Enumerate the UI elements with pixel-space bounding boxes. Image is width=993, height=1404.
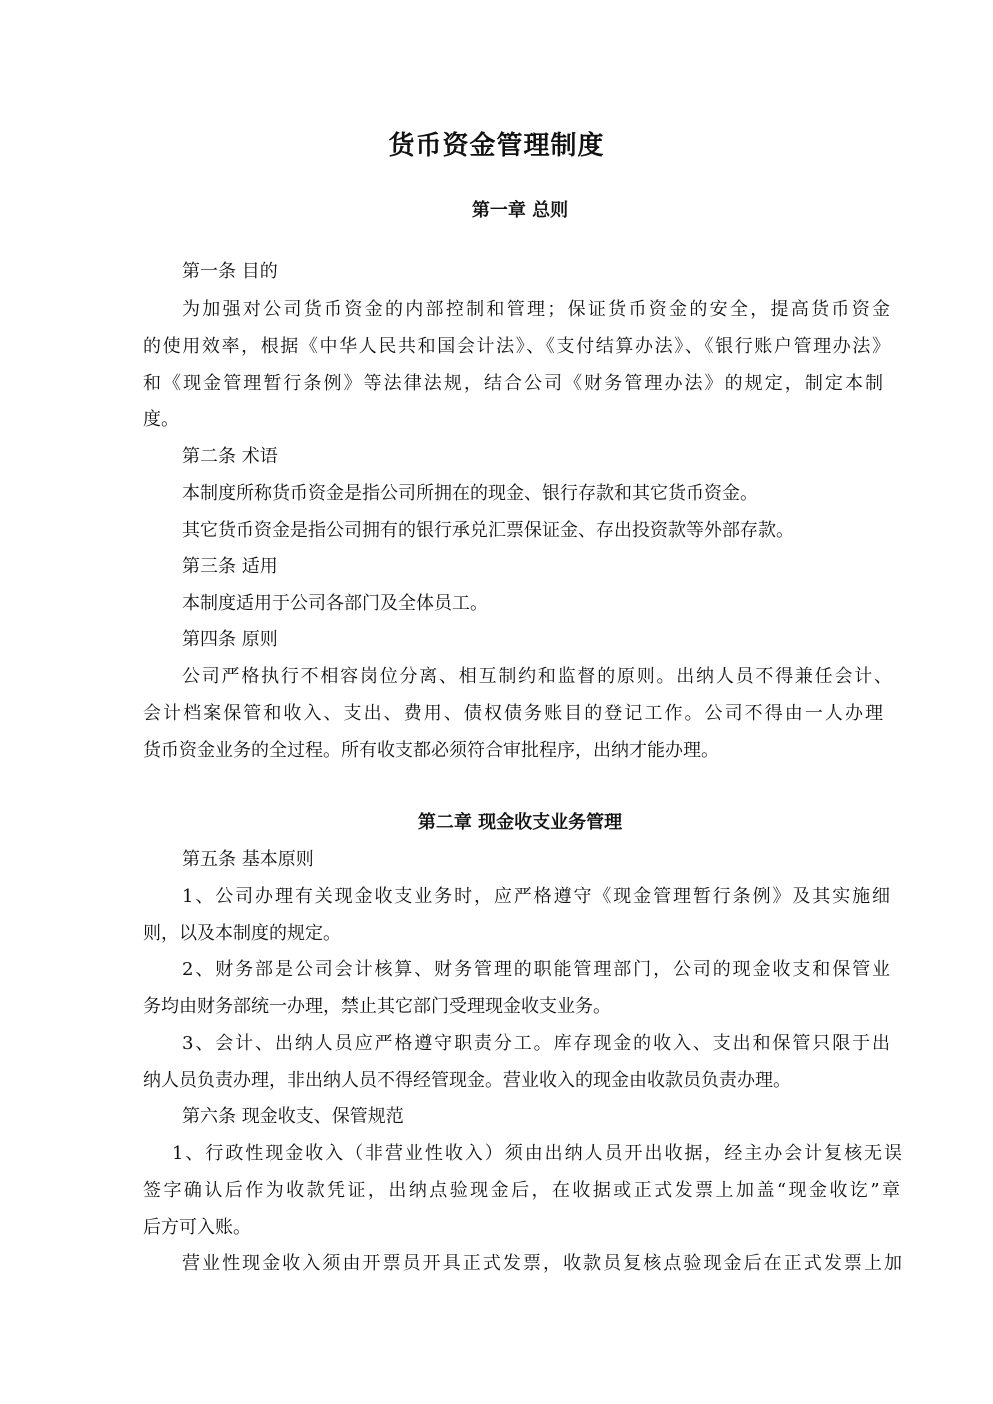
- article-6-item-line: 1、行政性现金收入（非营业性收入）须由出纳人员开出收据，经主办会计复核无误: [172, 1143, 902, 1164]
- article-1-text-line: 的使用效率，根据《中华人民共和国会计法》、《支付结算办法》、《银行账户管理办法》: [143, 336, 890, 357]
- article-5-heading: 第五条 基本原则: [182, 849, 314, 870]
- article-6-text-line: 营业性现金收入须由开票员开具正式发票，收款员复核点验现金后在正式发票上加: [182, 1253, 902, 1274]
- article-6-item-line: 后方可入账。: [143, 1217, 251, 1238]
- article-5-item-line: 纳人员负责办理，非出纳人员不得经管现金。营业收入的现金由收款员负责办理。: [143, 1070, 791, 1091]
- article-5-item-line: 1、公司办理有关现金收支业务时，应严格遵守《现金管理暂行条例》及其实施细: [182, 886, 890, 907]
- article-1-text-line: 和《现金管理暂行条例》等法律法规，结合公司《财务管理办法》的规定，制定本制: [143, 373, 883, 394]
- article-6-heading: 第六条 现金收支、保管规范: [182, 1106, 404, 1127]
- article-4-heading: 第四条 原则: [182, 629, 278, 650]
- article-2-heading: 第二条 术语: [182, 446, 278, 467]
- article-5-item-line: 务均由财务部统一办理，禁止其它部门受理现金收支业务。: [143, 996, 611, 1017]
- article-2-text-line: 本制度所称货币资金是指公司所拥在的现金、银行存款和其它货币资金。: [182, 483, 758, 504]
- article-5-item-line: 2、财务部是公司会计核算、财务管理的职能管理部门，公司的现金收支和保管业: [182, 959, 890, 980]
- article-1-text-line: 为加强对公司货币资金的内部控制和管理；保证货币资金的安全，提高货币资金: [182, 299, 890, 320]
- document-title: 货币资金管理制度: [388, 131, 605, 161]
- article-4-text-line: 公司严格执行不相容岗位分离、相互制约和监督的原则。出纳人员不得兼任会计、: [182, 666, 892, 687]
- article-1-text-line: 度。: [143, 409, 179, 430]
- article-2-text-line: 其它货币资金是指公司拥有的银行承兑汇票保证金、存出投资款等外部存款。: [182, 520, 794, 541]
- article-1-heading: 第一条 目的: [182, 261, 278, 282]
- article-3-text-line: 本制度适用于公司各部门及全体员工。: [182, 593, 488, 614]
- article-4-text-line: 会计档案保管和收入、支出、费用、债权债务账目的登记工作。公司不得由一人办理: [143, 703, 883, 724]
- article-4-text-line: 货币资金业务的全过程。所有收支都必须符合审批程序，出纳才能办理。: [143, 740, 719, 761]
- chapter-1-heading: 第一章 总则: [471, 200, 569, 221]
- article-5-item-line: 则，以及本制度的规定。: [143, 923, 341, 944]
- article-6-item-line: 签字确认后作为收款凭证，出纳点验现金后，在收据或正式发票上加盖“现金收讫”章: [143, 1180, 900, 1201]
- chapter-2-heading: 第二章 现金收支业务管理: [417, 812, 623, 833]
- article-3-heading: 第三条 适用: [182, 556, 278, 577]
- article-5-item-line: 3、会计、出纳人员应严格遵守职责分工。库存现金的收入、支出和保管只限于出: [182, 1033, 890, 1054]
